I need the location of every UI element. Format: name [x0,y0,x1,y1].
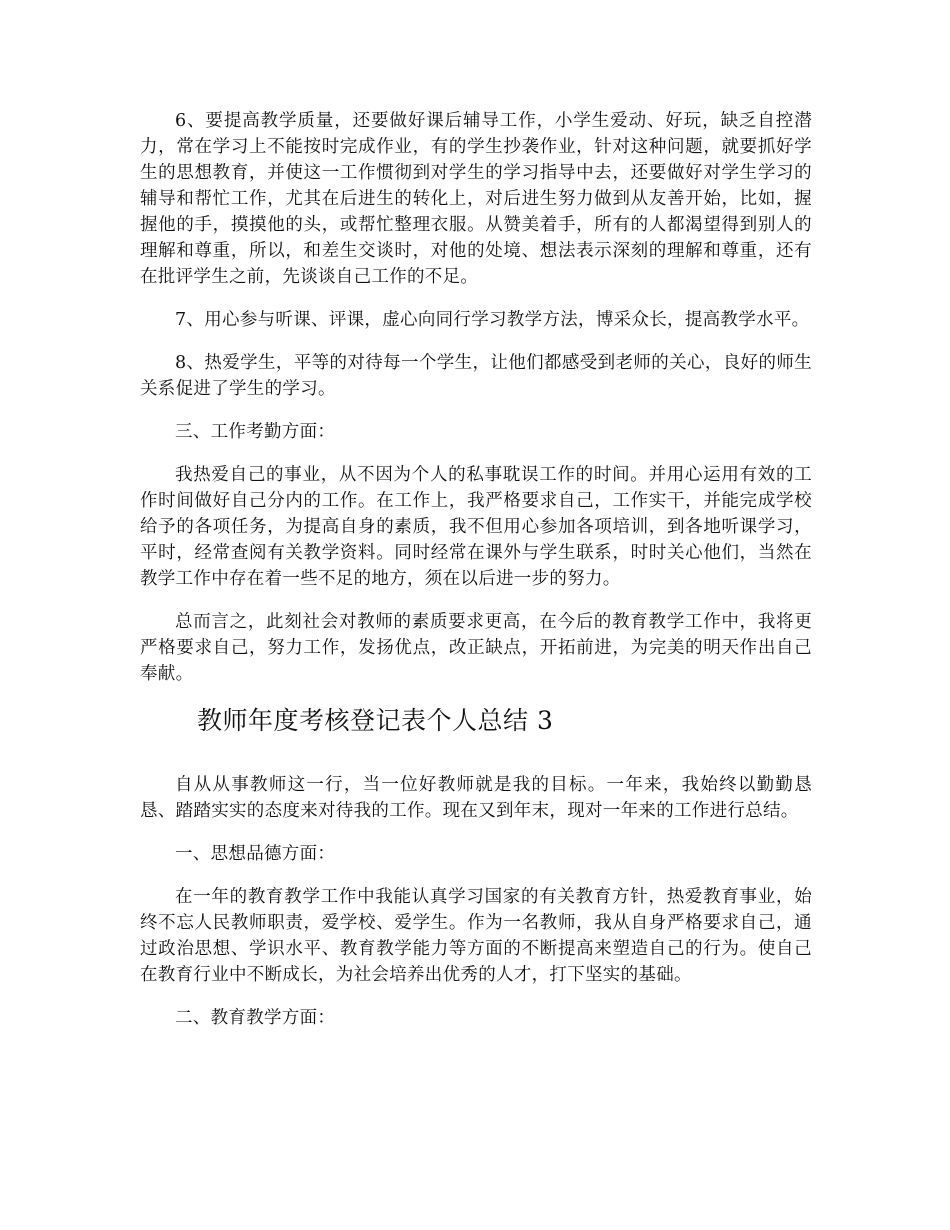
paragraph-intro: 自从从事教师这一行，当一位好教师就是我的目标。一年来，我始终以勤勤恳恳、踏踏实实的态度来对待我的工作。现在又到年末，现对一年来的工作进行总结。 [140,775,812,821]
paragraph-item-7: 7、用心参与听课、评课，虚心向同行学习教学方法，博采众长，提高教学水平。 [175,310,810,330]
paragraph-conclusion: 总而言之，此刻社会对教师的素质要求更高，在今后的教育教学工作中，我将更严格要求自己，努力工作，发扬优点，改正缺点，开拓前进，为完美的明天作出自己奉献。 [140,612,812,684]
section-heading-attendance: 三、工作考勤方面： [175,422,336,442]
paragraph-item-6: 6、要提高教学质量，还要做好课后辅导工作，小学生爱动、好玩，缺乏自控潜力，常在学习上不能按时完成作业，有的学生抄袭作业，针对这种问题，就要抓好学生的思想教育，并使这一工作惯彻到对学生的学习指导中去，还要做好对学生学习的辅导和帮忙工作，尤其在后进生的转化上，对后进生努力做到从友善开始，比如，握握他的手，摸摸他的头，或帮忙整理衣服。从赞美着手，所有的人都渴望得到别人的理解和尊重，所以，和差生交谈时，对他的处境、想法表示深刻的理解和尊重，还有在批评学生之前，先谈谈自己工作的不足。 [140,111,812,287]
paragraph-attendance: 我热爱自己的事业，从不因为个人的私事耽误工作的时间。并用心运用有效的工作时间做好自己分内的工作。在工作上，我严格要求自己，工作实干，并能完成学校给予的各项任务，为提高自身的素质，我不但用心参加各项培训，到各地听课学习，平时，经常查阅有关教学资料。同时经常在课外与学生联系，时时关心他们，当然在教学工作中存在着一些不足的地方，须在以后进一步的努力。 [140,465,812,589]
document-page [140,108,812,1048]
section-heading-morality: 一、思想品德方面： [175,844,336,864]
paragraph-item-8: 8、热爱学生，平等的对待每一个学生，让他们都感受到老师的关心，良好的师生关系促进了学生的学习。 [140,353,812,399]
paragraph-morality: 在一年的教育教学工作中我能认真学习国家的有关教育方针，热爱教育事业，始终不忘人民教师职责，爱学校、爱学生。作为一名教师，我从自身严格要求自己，通过政治思想、学识水平、教育教学能力等方面的不断提高来塑造自己的行为。使自己在教育行业中不断成长，为社会培养出优秀的人才，打下坚实的基础。 [140,887,812,985]
document-heading: 教师年度考核登记表个人总结 3 [197,706,554,735]
section-heading-teaching: 二、教育教学方面： [175,1008,336,1028]
